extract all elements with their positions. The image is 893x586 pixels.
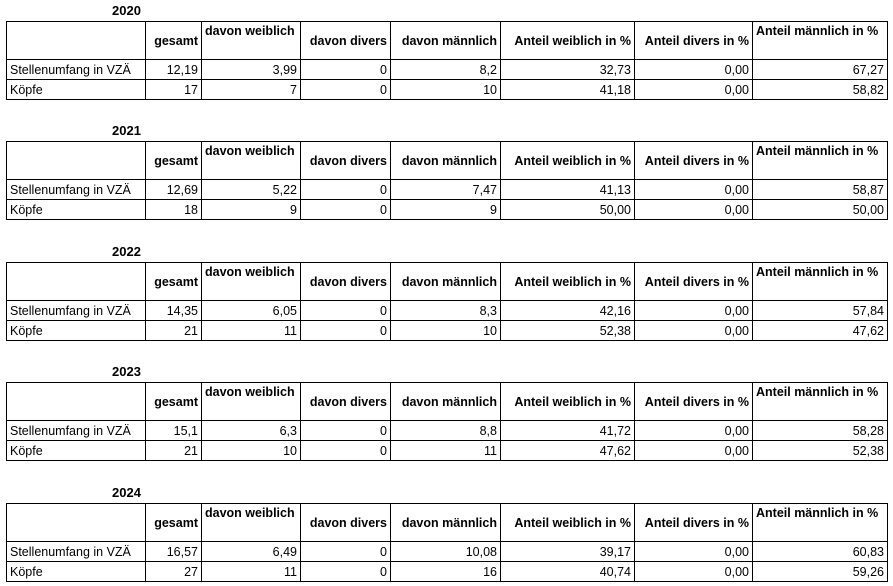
anteil-divers-cell: 0,00 [635, 80, 753, 100]
gesamt-cell: 18 [146, 200, 202, 220]
header-divers: davon divers [301, 142, 391, 180]
year-heading: 2023 [112, 364, 141, 379]
header-maennlich: davon männlich [391, 142, 501, 180]
gesamt-cell: 12,19 [146, 60, 202, 80]
header-divers: davon divers [301, 263, 391, 301]
anteil-divers-cell: 0,00 [635, 180, 753, 200]
divers-cell: 0 [301, 180, 391, 200]
header-anteil-maennlich: Anteil männlich in % [753, 263, 888, 301]
anteil-weiblich-cell: 32,73 [501, 60, 635, 80]
anteil-maennlich-cell: 52,38 [753, 441, 888, 461]
header-gesamt: gesamt [146, 22, 202, 60]
table-row [7, 180, 888, 200]
header-anteil-divers: Anteil divers in % [635, 142, 753, 180]
row-label: Stellenumfang in VZÄ [7, 60, 146, 80]
anteil-maennlich-cell: 59,26 [753, 562, 888, 582]
year-heading: 2021 [112, 123, 141, 138]
header-anteil-weiblich: Anteil weiblich in % [501, 263, 635, 301]
staff-table [6, 382, 888, 461]
header-label [7, 142, 146, 180]
divers-cell: 0 [301, 321, 391, 341]
table-row [7, 80, 888, 100]
weiblich-cell: 10 [202, 441, 301, 461]
divers-cell: 0 [301, 441, 391, 461]
divers-cell: 0 [301, 562, 391, 582]
header-anteil-maennlich: Anteil männlich in % [753, 142, 888, 180]
weiblich-cell: 11 [202, 321, 301, 341]
header-weiblich: davon weiblich [202, 263, 301, 301]
year-heading: 2024 [112, 485, 141, 500]
anteil-maennlich-cell: 58,28 [753, 421, 888, 441]
weiblich-cell: 3,99 [202, 60, 301, 80]
header-weiblich: davon weiblich [202, 142, 301, 180]
anteil-divers-cell: 0,00 [635, 200, 753, 220]
weiblich-cell: 11 [202, 562, 301, 582]
anteil-divers-cell: 0,00 [635, 441, 753, 461]
anteil-maennlich-cell: 58,82 [753, 80, 888, 100]
anteil-weiblich-cell: 42,16 [501, 301, 635, 321]
divers-cell: 0 [301, 200, 391, 220]
table-row [7, 562, 888, 582]
anteil-maennlich-cell: 50,00 [753, 200, 888, 220]
year-heading: 2020 [112, 3, 141, 18]
anteil-weiblich-cell: 39,17 [501, 542, 635, 562]
anteil-maennlich-cell: 57,84 [753, 301, 888, 321]
anteil-weiblich-cell: 52,38 [501, 321, 635, 341]
header-gesamt: gesamt [146, 383, 202, 421]
anteil-divers-cell: 0,00 [635, 321, 753, 341]
header-label [7, 263, 146, 301]
header-anteil-divers: Anteil divers in % [635, 383, 753, 421]
weiblich-cell: 5,22 [202, 180, 301, 200]
divers-cell: 0 [301, 301, 391, 321]
row-label: Stellenumfang in VZÄ [7, 301, 146, 321]
row-label: Köpfe [7, 200, 146, 220]
header-weiblich: davon weiblich [202, 22, 301, 60]
gesamt-cell: 12,69 [146, 180, 202, 200]
year-heading: 2022 [112, 244, 141, 259]
maennlich-cell: 7,47 [391, 180, 501, 200]
header-label [7, 504, 146, 542]
header-divers: davon divers [301, 504, 391, 542]
table-row [7, 421, 888, 441]
divers-cell: 0 [301, 421, 391, 441]
anteil-maennlich-cell: 47,62 [753, 321, 888, 341]
header-anteil-divers: Anteil divers in % [635, 22, 753, 60]
header-anteil-weiblich: Anteil weiblich in % [501, 383, 635, 421]
header-anteil-maennlich: Anteil männlich in % [753, 383, 888, 421]
row-label: Köpfe [7, 441, 146, 461]
maennlich-cell: 8,8 [391, 421, 501, 441]
anteil-weiblich-cell: 40,74 [501, 562, 635, 582]
divers-cell: 0 [301, 60, 391, 80]
anteil-divers-cell: 0,00 [635, 301, 753, 321]
maennlich-cell: 16 [391, 562, 501, 582]
header-row [7, 22, 888, 60]
header-anteil-weiblich: Anteil weiblich in % [501, 504, 635, 542]
anteil-divers-cell: 0,00 [635, 60, 753, 80]
gesamt-cell: 21 [146, 441, 202, 461]
header-anteil-weiblich: Anteil weiblich in % [501, 22, 635, 60]
gesamt-cell: 17 [146, 80, 202, 100]
header-maennlich: davon männlich [391, 263, 501, 301]
maennlich-cell: 11 [391, 441, 501, 461]
weiblich-cell: 6,3 [202, 421, 301, 441]
gesamt-cell: 21 [146, 321, 202, 341]
divers-cell: 0 [301, 542, 391, 562]
maennlich-cell: 10,08 [391, 542, 501, 562]
header-anteil-weiblich: Anteil weiblich in % [501, 142, 635, 180]
table-row [7, 321, 888, 341]
header-anteil-divers: Anteil divers in % [635, 504, 753, 542]
anteil-weiblich-cell: 47,62 [501, 441, 635, 461]
anteil-divers-cell: 0,00 [635, 562, 753, 582]
header-divers: davon divers [301, 383, 391, 421]
header-gesamt: gesamt [146, 142, 202, 180]
gesamt-cell: 15,1 [146, 421, 202, 441]
anteil-weiblich-cell: 41,72 [501, 421, 635, 441]
table-row [7, 200, 888, 220]
anteil-divers-cell: 0,00 [635, 421, 753, 441]
maennlich-cell: 9 [391, 200, 501, 220]
gesamt-cell: 27 [146, 562, 202, 582]
divers-cell: 0 [301, 80, 391, 100]
header-maennlich: davon männlich [391, 504, 501, 542]
anteil-maennlich-cell: 58,87 [753, 180, 888, 200]
row-label: Köpfe [7, 80, 146, 100]
row-label: Stellenumfang in VZÄ [7, 542, 146, 562]
row-label: Köpfe [7, 562, 146, 582]
weiblich-cell: 6,49 [202, 542, 301, 562]
anteil-weiblich-cell: 41,13 [501, 180, 635, 200]
anteil-divers-cell: 0,00 [635, 542, 753, 562]
header-gesamt: gesamt [146, 504, 202, 542]
staff-table [6, 262, 888, 341]
anteil-maennlich-cell: 60,83 [753, 542, 888, 562]
header-anteil-maennlich: Anteil männlich in % [753, 22, 888, 60]
header-divers: davon divers [301, 22, 391, 60]
row-label: Stellenumfang in VZÄ [7, 421, 146, 441]
staff-table [6, 141, 888, 220]
anteil-weiblich-cell: 41,18 [501, 80, 635, 100]
maennlich-cell: 8,2 [391, 60, 501, 80]
staff-table [6, 21, 888, 100]
staff-table [6, 503, 888, 582]
header-row [7, 142, 888, 180]
header-maennlich: davon männlich [391, 383, 501, 421]
anteil-maennlich-cell: 67,27 [753, 60, 888, 80]
header-maennlich: davon männlich [391, 22, 501, 60]
header-row [7, 383, 888, 421]
header-weiblich: davon weiblich [202, 383, 301, 421]
weiblich-cell: 6,05 [202, 301, 301, 321]
header-row [7, 263, 888, 301]
header-anteil-maennlich: Anteil männlich in % [753, 504, 888, 542]
table-row [7, 542, 888, 562]
row-label: Köpfe [7, 321, 146, 341]
row-label: Stellenumfang in VZÄ [7, 180, 146, 200]
header-weiblich: davon weiblich [202, 504, 301, 542]
header-gesamt: gesamt [146, 263, 202, 301]
table-row [7, 60, 888, 80]
maennlich-cell: 10 [391, 80, 501, 100]
weiblich-cell: 9 [202, 200, 301, 220]
header-row [7, 504, 888, 542]
table-row [7, 441, 888, 461]
maennlich-cell: 8,3 [391, 301, 501, 321]
table-row [7, 301, 888, 321]
gesamt-cell: 14,35 [146, 301, 202, 321]
maennlich-cell: 10 [391, 321, 501, 341]
header-anteil-divers: Anteil divers in % [635, 263, 753, 301]
anteil-weiblich-cell: 50,00 [501, 200, 635, 220]
gesamt-cell: 16,57 [146, 542, 202, 562]
header-label [7, 383, 146, 421]
weiblich-cell: 7 [202, 80, 301, 100]
header-label [7, 22, 146, 60]
